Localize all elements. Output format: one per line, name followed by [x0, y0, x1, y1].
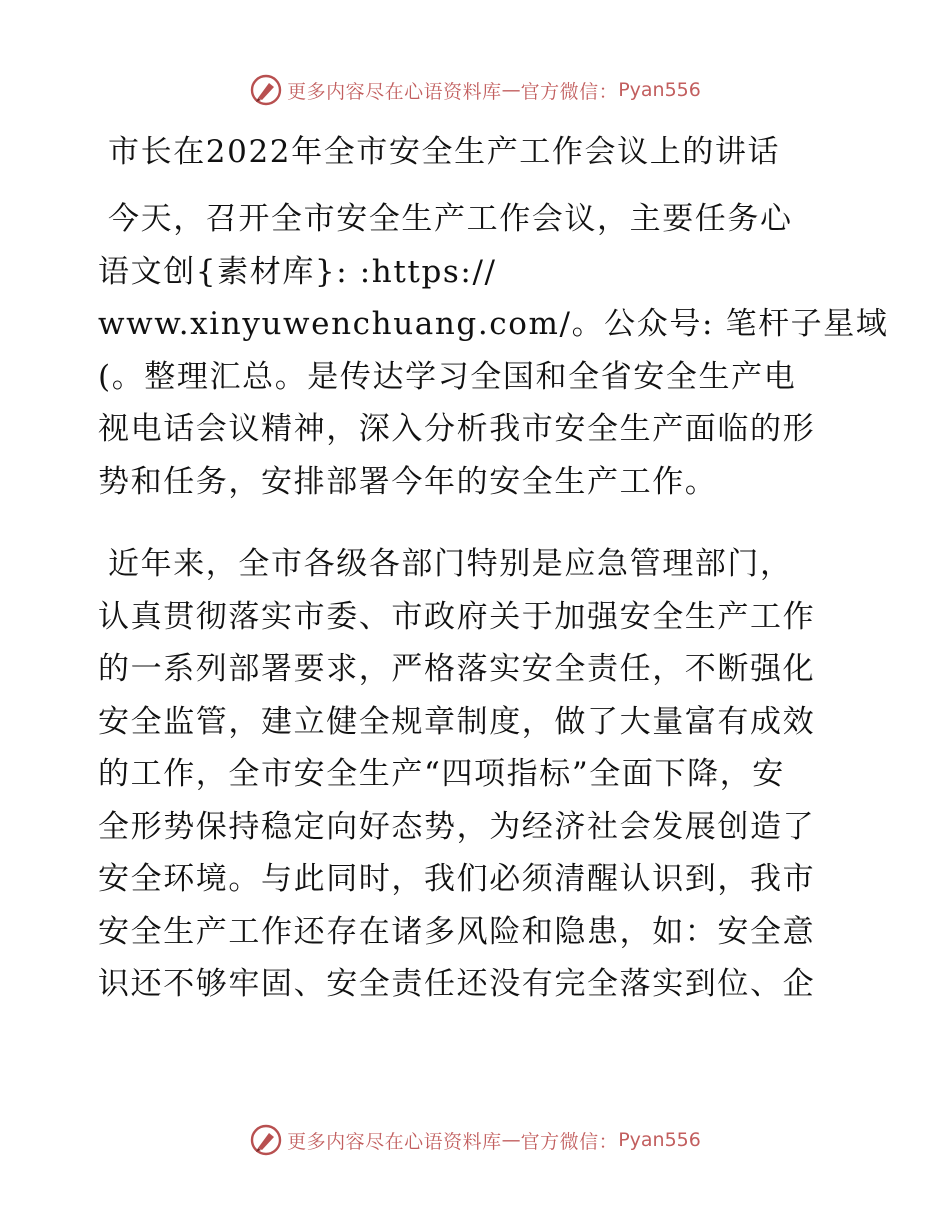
- banner-text: 更多内容尽在心语资料库: [287, 1130, 502, 1153]
- document-title: 市长在2022年全市安全生产工作会议上的讲话: [108, 134, 781, 170]
- text-line: 安全监管，建立健全规章制度，做了大量富有成效: [98, 703, 816, 740]
- text-line: 的工作，全市安全生产“四项指标”全面下降，安: [98, 756, 785, 792]
- banner-wechat-label: 官方微信：: [520, 1130, 619, 1153]
- banner-text: 更多内容尽在心语资料库: [287, 80, 502, 103]
- banner-wechat-id: Pyan556: [618, 79, 701, 101]
- text-line: 全形势保持稳定向好态势，为经济社会发展创造了: [98, 808, 816, 845]
- text-line: 的一系列部署要求，严格落实安全责任，不断强化: [98, 651, 816, 687]
- pen-logo-icon: [249, 1123, 283, 1157]
- pen-logo-icon: [249, 73, 283, 107]
- text-line: 语文创{素材库}: :https://: [98, 253, 497, 290]
- text-line: (。整理汇总。是传达学习全国和全省安全生产电: [98, 358, 797, 395]
- banner-separator: —: [501, 79, 521, 101]
- header-banner: [0, 72, 950, 108]
- banner-wechat-id: Pyan556: [618, 1129, 701, 1151]
- footer-banner: [0, 1122, 950, 1158]
- text-line: 近年来，全市各级各部门特别是应急管理部门，: [108, 546, 793, 582]
- text-line: 安全环境。与此同时，我们必须清醒认识到，我市: [98, 861, 816, 897]
- text-line: 安全生产工作还存在诸多风险和隐患，如：安全意: [98, 913, 816, 950]
- text-line: 势和任务，安排部署今年的安全生产工作。: [98, 463, 718, 500]
- paragraph-2: [98, 538, 858, 1011]
- text-line: 认真贯彻落实市委、市政府关于加强安全生产工作: [98, 598, 816, 635]
- text-line: 今天，召开全市安全生产工作会议，主要任务心: [108, 201, 793, 237]
- paragraph-1: [98, 193, 889, 508]
- text-line: 识还不够牢固、安全责任还没有完全落实到位、企: [98, 966, 816, 1002]
- text-line: 视电话会议精神，深入分析我市安全生产面临的形: [98, 411, 816, 447]
- banner-wechat-label: 官方微信：: [520, 80, 619, 103]
- text-line: www.xinyuwenchuang.com/。公众号: 笔杆子星域: [98, 306, 889, 342]
- banner-separator: —: [501, 1129, 521, 1151]
